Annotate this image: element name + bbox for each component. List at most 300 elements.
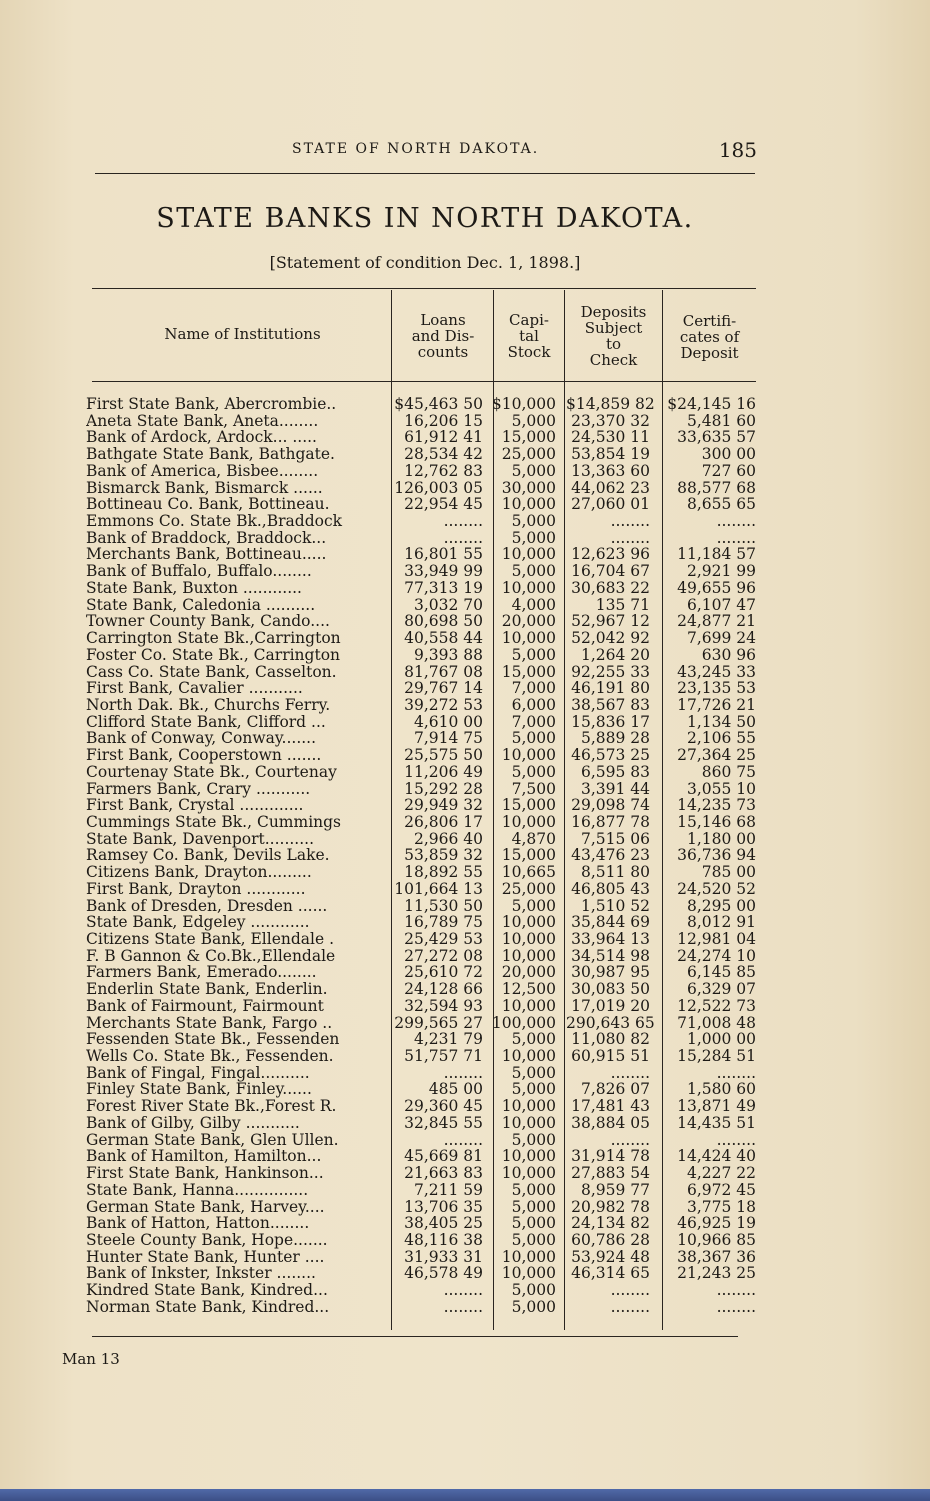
bank-name-cell: Towner County Bank, Cando.... bbox=[86, 613, 330, 631]
deposits-cell: 1,510 52 bbox=[580, 896, 650, 915]
certificates-cell: 14,435 51 bbox=[677, 1113, 756, 1132]
loans-cell: 48,116 38 bbox=[404, 1230, 483, 1249]
bank-name-cell: Steele County Bank, Hope....... bbox=[86, 1231, 328, 1249]
capital-cell: 5,000 bbox=[511, 1297, 556, 1316]
deposits-cell: 60,915 51 bbox=[571, 1047, 650, 1066]
loans-cell: 51,757 71 bbox=[404, 1047, 483, 1066]
loans-cell: 16,206 15 bbox=[404, 411, 483, 430]
table-row bbox=[86, 914, 766, 931]
certificates-cell: ........ bbox=[716, 528, 756, 547]
capital-cell: 4,000 bbox=[511, 595, 556, 614]
loans-cell: 25,610 72 bbox=[404, 963, 483, 982]
deposits-cell: 43,476 23 bbox=[571, 846, 650, 865]
deposits-cell: 3,391 44 bbox=[580, 779, 650, 798]
capital-cell: 100,000 bbox=[491, 1013, 556, 1032]
certificates-cell: 15,146 68 bbox=[677, 812, 756, 831]
certificates-cell: ........ bbox=[716, 1281, 756, 1300]
capital-cell: 10,000 bbox=[501, 930, 556, 948]
header-certificates-line: cates of bbox=[679, 328, 740, 346]
capital-cell: 5,000 bbox=[511, 562, 556, 581]
table-row bbox=[86, 864, 766, 881]
table-row bbox=[86, 881, 766, 898]
table-row bbox=[86, 1098, 766, 1115]
table-row bbox=[86, 1249, 766, 1266]
table-row bbox=[86, 1165, 766, 1182]
table-row bbox=[86, 513, 766, 530]
capital-cell: 10,000 bbox=[501, 629, 556, 648]
loans-cell: $45,463 50 bbox=[394, 395, 483, 413]
bank-name-cell: German State Bank, Glen Ullen. bbox=[86, 1131, 339, 1149]
loans-cell: 9,393 88 bbox=[413, 645, 483, 664]
certificates-cell: 27,364 25 bbox=[677, 746, 756, 765]
loans-cell: 32,845 55 bbox=[404, 1113, 483, 1132]
deposits-cell: 53,924 48 bbox=[571, 1247, 650, 1266]
header-deposits bbox=[565, 304, 662, 368]
header-rule bbox=[95, 173, 755, 174]
header-deposits-line: Subject bbox=[584, 319, 643, 337]
deposits-cell: 31,914 78 bbox=[571, 1147, 650, 1166]
certificates-cell: 2,921 99 bbox=[686, 562, 756, 581]
bank-name-cell: State Bank, Hanna............... bbox=[86, 1181, 309, 1199]
capital-cell: 5,000 bbox=[511, 1130, 556, 1149]
loans-cell: 4,231 79 bbox=[413, 1030, 483, 1049]
bank-name-cell: Bank of Conway, Conway....... bbox=[86, 730, 317, 748]
capital-cell: 30,000 bbox=[501, 478, 556, 497]
bank-name-cell: Farmers Bank, Crary ........... bbox=[86, 780, 311, 798]
loans-cell: 15,292 28 bbox=[404, 779, 483, 798]
certificates-cell: 13,871 49 bbox=[677, 1097, 756, 1116]
bank-name-cell: Bathgate State Bank, Bathgate. bbox=[86, 446, 335, 464]
deposits-cell: 29,098 74 bbox=[571, 796, 650, 815]
certificates-cell: $24,145 16 bbox=[667, 395, 756, 413]
loans-cell: 24,128 66 bbox=[404, 980, 483, 999]
certificates-cell: 12,522 73 bbox=[677, 996, 756, 1015]
bank-name-cell: Bank of America, Bisbee........ bbox=[86, 462, 319, 480]
bank-name-cell: First State Bank, Abercrombie.. bbox=[86, 396, 337, 413]
bank-name-cell: F. B Gannon & Co.Bk.,Ellendale bbox=[86, 947, 336, 965]
bank-name-cell: Forest River State Bk.,Forest R. bbox=[86, 1098, 337, 1116]
bank-name-cell: First State Bank, Hankinson... bbox=[86, 1165, 324, 1183]
loans-cell: 2,966 40 bbox=[413, 829, 483, 848]
bank-name-cell: Wells Co. State Bk., Fessenden. bbox=[86, 1048, 334, 1066]
table-row bbox=[86, 613, 766, 630]
capital-cell: 25,000 bbox=[501, 445, 556, 464]
loans-cell: 39,272 53 bbox=[404, 695, 483, 714]
table-row bbox=[86, 463, 766, 480]
deposits-cell: 5,889 28 bbox=[580, 729, 650, 748]
capital-cell: 10,000 bbox=[501, 812, 556, 831]
deposits-cell: 38,884 05 bbox=[571, 1113, 650, 1132]
capital-cell: 5,000 bbox=[511, 896, 556, 915]
loans-cell: 11,530 50 bbox=[404, 896, 483, 915]
capital-cell: 5,000 bbox=[511, 1214, 556, 1233]
bank-name-cell: First Bank, Cavalier ........... bbox=[86, 680, 303, 698]
certificates-cell: ........ bbox=[716, 1063, 756, 1082]
bank-name-cell: Bottineau Co. Bank, Bottineau. bbox=[86, 496, 330, 514]
bank-name-cell: Enderlin State Bank, Enderlin. bbox=[86, 981, 328, 999]
capital-cell: 10,000 bbox=[501, 578, 556, 597]
table-row bbox=[86, 1232, 766, 1249]
bank-name-cell: Aneta State Bank, Aneta........ bbox=[86, 412, 319, 430]
deposits-cell: 11,080 82 bbox=[571, 1030, 650, 1049]
bank-name-cell: Bank of Inkster, Inkster ........ bbox=[86, 1265, 316, 1283]
loans-cell: 40,558 44 bbox=[404, 629, 483, 648]
loans-cell: 31,933 31 bbox=[404, 1247, 483, 1266]
certificates-cell: 785 00 bbox=[701, 863, 756, 882]
loans-cell: 53,859 32 bbox=[404, 846, 483, 865]
running-head bbox=[95, 138, 757, 162]
table-row bbox=[86, 1299, 766, 1316]
table-row bbox=[86, 546, 766, 563]
capital-cell: 7,000 bbox=[511, 679, 556, 698]
loans-cell: 80,698 50 bbox=[404, 612, 483, 631]
table-row bbox=[86, 480, 766, 497]
table-row bbox=[86, 898, 766, 915]
table-row bbox=[86, 797, 766, 814]
capital-cell: 20,000 bbox=[501, 612, 556, 631]
deposits-cell: 24,134 82 bbox=[571, 1214, 650, 1233]
loans-cell: 38,405 25 bbox=[404, 1214, 483, 1233]
deposits-cell: 17,019 20 bbox=[571, 996, 650, 1015]
header-deposits-line: Check bbox=[589, 351, 638, 369]
table-row bbox=[86, 814, 766, 831]
deposits-cell: 15,836 17 bbox=[571, 712, 650, 731]
certificates-cell: 4,227 22 bbox=[686, 1164, 756, 1183]
bank-name-cell: German State Bank, Harvey.... bbox=[86, 1198, 325, 1216]
loans-cell: 29,767 14 bbox=[404, 679, 483, 698]
table-row bbox=[86, 1132, 766, 1149]
certificates-cell: 38,367 36 bbox=[677, 1247, 756, 1266]
bank-name-cell: Bank of Dresden, Dresden ...... bbox=[86, 897, 328, 915]
capital-cell: 25,000 bbox=[501, 879, 556, 898]
bank-name-cell: Bank of Fingal, Fingal.......... bbox=[86, 1064, 310, 1082]
bank-name-cell: Clifford State Bank, Clifford ... bbox=[86, 713, 326, 731]
deposits-cell: 17,481 43 bbox=[571, 1097, 650, 1116]
deposits-cell: 33,964 13 bbox=[571, 930, 650, 948]
loans-cell: ........ bbox=[443, 1063, 483, 1082]
loans-cell: 485 00 bbox=[428, 1080, 483, 1099]
certificates-cell: 14,235 73 bbox=[677, 796, 756, 815]
capital-cell: 20,000 bbox=[501, 963, 556, 982]
loans-cell: 13,706 35 bbox=[404, 1197, 483, 1216]
deposits-cell: ........ bbox=[610, 1063, 650, 1082]
loans-cell: 299,565 27 bbox=[394, 1013, 483, 1032]
loans-cell: 7,211 59 bbox=[413, 1180, 483, 1199]
capital-cell: 10,000 bbox=[501, 1113, 556, 1132]
deposits-cell: 135 71 bbox=[595, 595, 650, 614]
certificates-cell: 7,699 24 bbox=[686, 629, 756, 648]
table-row bbox=[86, 1148, 766, 1165]
deposits-cell: 35,844 69 bbox=[571, 913, 650, 932]
certificates-cell: 46,925 19 bbox=[677, 1214, 756, 1233]
capital-cell: 5,000 bbox=[511, 762, 556, 781]
capital-cell: 15,000 bbox=[501, 796, 556, 815]
capital-cell: 5,000 bbox=[511, 645, 556, 664]
loans-cell: 46,578 49 bbox=[404, 1264, 483, 1283]
capital-cell: 10,000 bbox=[501, 746, 556, 765]
table-row bbox=[86, 831, 766, 848]
deposits-cell: 30,083 50 bbox=[571, 980, 650, 999]
table-row bbox=[86, 1065, 766, 1082]
deposits-cell: $14,859 82 bbox=[566, 395, 655, 413]
deposits-cell: 27,883 54 bbox=[571, 1164, 650, 1183]
loans-cell: ........ bbox=[443, 1281, 483, 1300]
certificates-cell: 6,145 85 bbox=[686, 963, 756, 982]
table-row bbox=[86, 647, 766, 664]
loans-cell: 16,801 55 bbox=[404, 545, 483, 564]
table-row bbox=[86, 847, 766, 864]
deposits-cell: 16,877 78 bbox=[571, 812, 650, 831]
table-row bbox=[86, 1115, 766, 1132]
capital-cell: 7,500 bbox=[511, 779, 556, 798]
bank-name-cell: Emmons Co. State Bk.,Braddock bbox=[86, 513, 343, 531]
certificates-cell: 860 75 bbox=[701, 762, 756, 781]
certificates-cell: 17,726 21 bbox=[677, 695, 756, 714]
capital-cell: 10,000 bbox=[501, 1247, 556, 1266]
certificates-cell: 630 96 bbox=[701, 645, 756, 664]
table-row bbox=[86, 413, 766, 430]
table-header-rule bbox=[92, 381, 756, 382]
table-row bbox=[86, 998, 766, 1015]
certificates-cell: 727 60 bbox=[701, 461, 756, 480]
bank-name-cell: Farmers Bank, Emerado........ bbox=[86, 964, 317, 982]
capital-cell: 5,000 bbox=[511, 1030, 556, 1049]
capital-cell: 10,000 bbox=[501, 996, 556, 1015]
certificates-cell: 12,981 04 bbox=[677, 930, 756, 948]
header-loans-line: counts bbox=[417, 343, 469, 361]
capital-cell: 5,000 bbox=[511, 1063, 556, 1082]
loans-cell: 29,949 32 bbox=[404, 796, 483, 815]
deposits-cell: 46,191 80 bbox=[571, 679, 650, 698]
table-row bbox=[86, 1282, 766, 1299]
capital-cell: 10,000 bbox=[501, 495, 556, 514]
loans-cell: 7,914 75 bbox=[413, 729, 483, 748]
bank-name-cell: Bank of Braddock, Braddock... bbox=[86, 529, 327, 547]
capital-cell: 6,000 bbox=[511, 695, 556, 714]
bank-name-cell: State Bank, Buxton ............ bbox=[86, 579, 302, 597]
deposits-cell: ........ bbox=[610, 512, 650, 531]
certificates-cell: 1,000 00 bbox=[686, 1030, 756, 1049]
certificates-cell: 21,243 25 bbox=[677, 1264, 756, 1283]
capital-cell: 5,000 bbox=[511, 528, 556, 547]
header-name-text: Name of Institutions bbox=[164, 325, 321, 343]
capital-cell: 5,000 bbox=[511, 461, 556, 480]
bank-name-cell: Norman State Bank, Kindred... bbox=[86, 1298, 330, 1316]
deposits-cell: 7,515 06 bbox=[580, 829, 650, 848]
loans-cell: 22,954 45 bbox=[404, 495, 483, 514]
loans-cell: 28,534 42 bbox=[404, 445, 483, 464]
table-row bbox=[86, 396, 766, 413]
header-loans-line: Loans bbox=[420, 311, 466, 329]
page-subtitle: [Statement of condition Dec. 1, 1898.] bbox=[269, 253, 581, 272]
table-row bbox=[86, 664, 766, 681]
header-certificates-line: Deposit bbox=[680, 344, 739, 362]
bank-name-cell: Bank of Hatton, Hatton........ bbox=[86, 1215, 310, 1233]
bank-name-cell: State Bank, Caledonia .......... bbox=[86, 596, 316, 614]
loans-cell: 126,003 05 bbox=[394, 478, 483, 497]
loans-cell: ........ bbox=[443, 528, 483, 547]
capital-cell: 15,000 bbox=[501, 428, 556, 447]
capital-cell: 5,000 bbox=[511, 1180, 556, 1199]
table-top-rule bbox=[92, 288, 756, 289]
capital-cell: 5,000 bbox=[511, 1230, 556, 1249]
bank-name-cell: First Bank, Cooperstown ....... bbox=[86, 747, 322, 765]
page-title: STATE BANKS IN NORTH DAKOTA. bbox=[156, 203, 694, 234]
deposits-cell: 46,573 25 bbox=[571, 746, 650, 765]
deposits-cell: 1,264 20 bbox=[580, 645, 650, 664]
page-number: 185 bbox=[718, 138, 757, 162]
header-capital-line: Capi- bbox=[509, 311, 549, 329]
loans-cell: 81,767 08 bbox=[404, 662, 483, 681]
deposits-cell: 290,643 65 bbox=[566, 1013, 655, 1032]
deposits-cell: 52,042 92 bbox=[571, 629, 650, 648]
certificates-cell: 24,877 21 bbox=[677, 612, 756, 631]
certificates-cell: 300 00 bbox=[701, 445, 756, 464]
table-row bbox=[86, 931, 766, 948]
certificates-cell: 24,520 52 bbox=[677, 879, 756, 898]
capital-cell: 12,500 bbox=[501, 980, 556, 999]
header-certificates bbox=[663, 313, 756, 361]
bank-name-cell: Ramsey Co. Bank, Devils Lake. bbox=[86, 847, 330, 865]
certificates-cell: 43,245 33 bbox=[677, 662, 756, 681]
footer-signature: Man 13 bbox=[62, 1350, 120, 1368]
deposits-cell: 34,514 98 bbox=[571, 946, 650, 965]
loans-cell: 27,272 08 bbox=[404, 946, 483, 965]
certificates-cell: 10,966 85 bbox=[677, 1230, 756, 1249]
certificates-cell: 1,580 60 bbox=[686, 1080, 756, 1099]
table-row bbox=[86, 597, 766, 614]
certificates-cell: 14,424 40 bbox=[677, 1147, 756, 1166]
bank-name-cell: Cass Co. State Bank, Casselton. bbox=[86, 663, 337, 681]
bank-name-cell: Bank of Ardock, Ardock... ..... bbox=[86, 429, 317, 447]
certificates-cell: 8,655 65 bbox=[686, 495, 756, 514]
capital-cell: 10,000 bbox=[501, 913, 556, 932]
deposits-cell: ........ bbox=[610, 1281, 650, 1300]
deposits-cell: 92,255 33 bbox=[571, 662, 650, 681]
table-row bbox=[86, 580, 766, 597]
table-row bbox=[86, 1199, 766, 1216]
capital-cell: 5,000 bbox=[511, 411, 556, 430]
certificates-cell: 71,008 48 bbox=[677, 1013, 756, 1032]
deposits-cell: 27,060 01 bbox=[571, 495, 650, 514]
table-row bbox=[86, 630, 766, 647]
capital-cell: 15,000 bbox=[501, 846, 556, 865]
deposits-cell: 20,982 78 bbox=[571, 1197, 650, 1216]
bank-name-cell: Courtenay State Bk., Courtenay bbox=[86, 763, 337, 781]
deposits-cell: 30,987 95 bbox=[571, 963, 650, 982]
table-row bbox=[86, 964, 766, 981]
header-capital-line: Stock bbox=[507, 343, 551, 361]
deposits-cell: 52,967 12 bbox=[571, 612, 650, 631]
bank-name-cell: First Bank, Drayton ............ bbox=[86, 880, 306, 898]
deposits-cell: 30,683 22 bbox=[571, 578, 650, 597]
loans-cell: 33,949 99 bbox=[404, 562, 483, 581]
table-row bbox=[86, 1015, 766, 1032]
table-row bbox=[86, 496, 766, 513]
deposits-cell: 7,826 07 bbox=[580, 1080, 650, 1099]
loans-cell: 18,892 55 bbox=[404, 863, 483, 882]
deposits-cell: 23,370 32 bbox=[571, 411, 650, 430]
loans-cell: ........ bbox=[443, 1297, 483, 1316]
deposits-cell: ........ bbox=[610, 1297, 650, 1316]
capital-cell: $10,000 bbox=[491, 395, 556, 413]
table-row bbox=[86, 747, 766, 764]
table-row bbox=[86, 1031, 766, 1048]
certificates-cell: ........ bbox=[716, 1130, 756, 1149]
capital-cell: 5,000 bbox=[511, 1197, 556, 1216]
capital-cell: 10,665 bbox=[501, 863, 556, 882]
certificates-cell: ........ bbox=[716, 512, 756, 531]
capital-cell: 15,000 bbox=[501, 662, 556, 681]
bank-name-cell: State Bank, Edgeley ............ bbox=[86, 914, 310, 932]
bank-name-cell: Finley State Bank, Finley...... bbox=[86, 1081, 312, 1099]
capital-cell: 10,000 bbox=[501, 1097, 556, 1116]
certificates-cell: 23,135 53 bbox=[677, 679, 756, 698]
capital-cell: 5,000 bbox=[511, 512, 556, 531]
capital-cell: 5,000 bbox=[511, 729, 556, 748]
header-deposits-line: to bbox=[605, 335, 622, 353]
table-row bbox=[86, 429, 766, 446]
capital-cell: 10,000 bbox=[501, 1147, 556, 1166]
loans-cell: 25,429 53 bbox=[404, 930, 483, 948]
certificates-cell: 3,055 10 bbox=[686, 779, 756, 798]
capital-cell: 10,000 bbox=[501, 946, 556, 965]
deposits-cell: 6,595 83 bbox=[580, 762, 650, 781]
certificates-cell: 3,775 18 bbox=[686, 1197, 756, 1216]
certificates-cell: 6,107 47 bbox=[686, 595, 756, 614]
header-loans-line: and Dis- bbox=[411, 327, 475, 345]
loans-cell: 11,206 49 bbox=[404, 762, 483, 781]
certificates-cell: 6,972 45 bbox=[686, 1180, 756, 1199]
deposits-cell: 12,623 96 bbox=[571, 545, 650, 564]
certificates-cell: 8,012 91 bbox=[686, 913, 756, 932]
table-row bbox=[86, 981, 766, 998]
certificates-cell: ........ bbox=[716, 1297, 756, 1316]
loans-cell: 3,032 70 bbox=[413, 595, 483, 614]
loans-cell: 12,762 83 bbox=[404, 461, 483, 480]
table-row bbox=[86, 446, 766, 463]
loans-cell: 16,789 75 bbox=[404, 913, 483, 932]
deposits-cell: 46,314 65 bbox=[571, 1264, 650, 1283]
capital-cell: 10,000 bbox=[501, 1264, 556, 1283]
bank-name-cell: Bank of Gilby, Gilby ........... bbox=[86, 1114, 300, 1132]
loans-cell: 29,360 45 bbox=[404, 1097, 483, 1116]
bank-name-cell: Bank of Fairmount, Fairmount bbox=[86, 997, 324, 1015]
certificates-cell: 11,184 57 bbox=[677, 545, 756, 564]
header-certificates-line: Certifi- bbox=[682, 312, 737, 330]
loans-cell: 101,664 13 bbox=[394, 879, 483, 898]
page-bottom-band bbox=[0, 1489, 930, 1501]
table-row bbox=[86, 563, 766, 580]
bank-name-cell: Foster Co. State Bk., Carrington bbox=[86, 646, 341, 664]
table-row bbox=[86, 1265, 766, 1282]
deposits-cell: 13,363 60 bbox=[571, 461, 650, 480]
deposits-cell: 16,704 67 bbox=[571, 562, 650, 581]
bank-name-cell: State Bank, Davenport.......... bbox=[86, 830, 315, 848]
certificates-cell: 24,274 10 bbox=[677, 946, 756, 965]
bank-name-cell: Carrington State Bk.,Carrington bbox=[86, 630, 341, 648]
bank-name-cell: Cummings State Bk., Cummings bbox=[86, 813, 342, 831]
deposits-cell: 60,786 28 bbox=[571, 1230, 650, 1249]
bank-name-cell: Citizens State Bank, Ellendale . bbox=[86, 931, 335, 948]
table-row bbox=[86, 530, 766, 547]
deposits-cell: 53,854 19 bbox=[571, 445, 650, 464]
certificates-cell: 36,736 94 bbox=[677, 846, 756, 865]
certificates-cell: 88,577 68 bbox=[677, 478, 756, 497]
table-row bbox=[86, 948, 766, 965]
loans-cell: 45,669 81 bbox=[404, 1147, 483, 1166]
loans-cell: 21,663 83 bbox=[404, 1164, 483, 1183]
